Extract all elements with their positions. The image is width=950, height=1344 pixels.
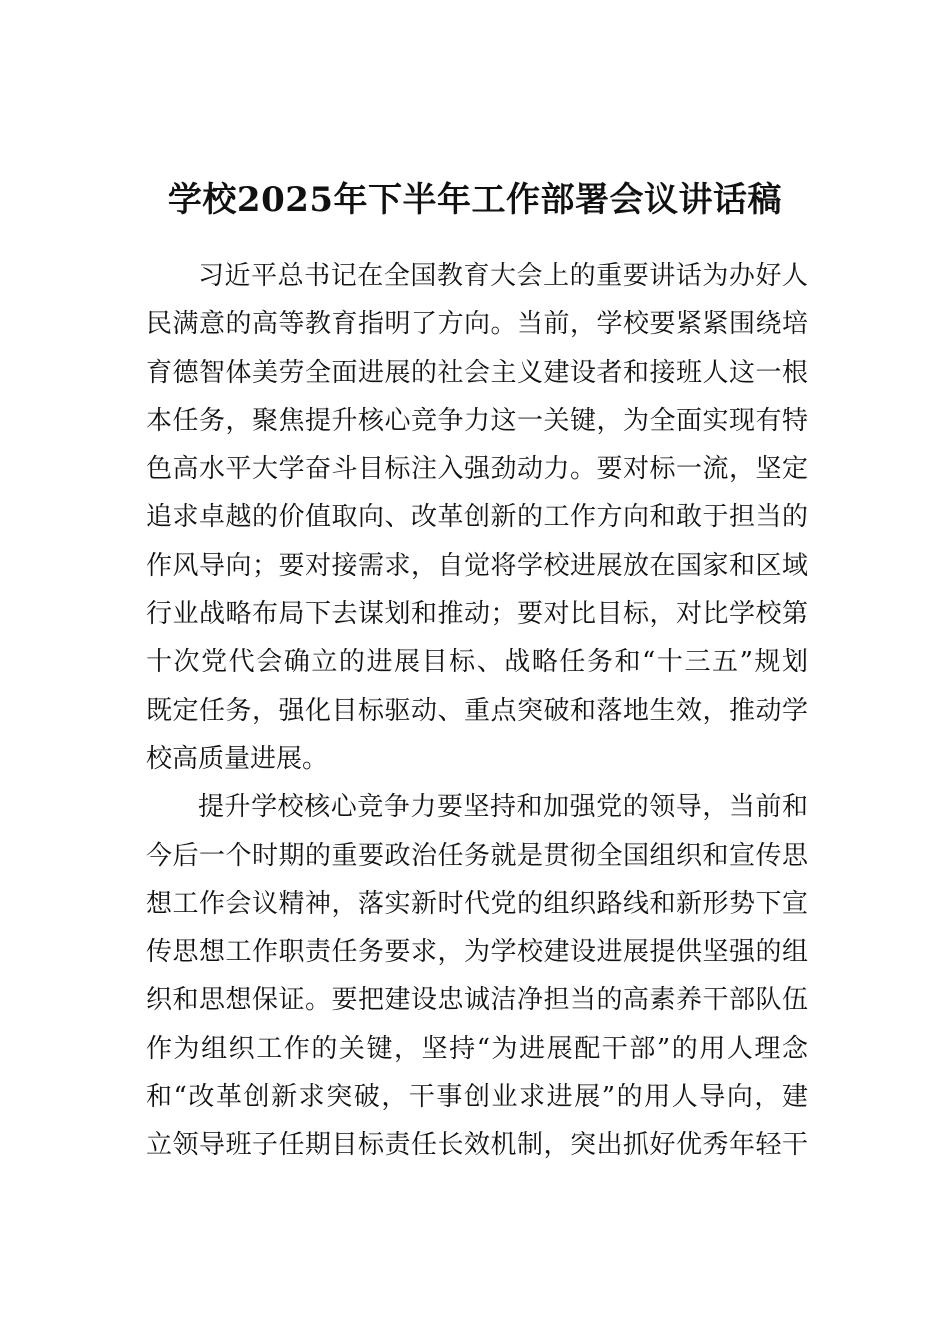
paragraph-1-line-10: 既定任务，强化目标驱动、重点突破和落地生效，推动学 — [146, 695, 808, 726]
paragraph-2-line-7: 和“改革创新求突破，干事创业求进展”的用人导向，建 — [146, 1082, 808, 1113]
paragraph-2-line-5: 织和思想保证。要把建设忠诚洁净担当的高素养干部队伍 — [146, 985, 808, 1016]
document-title: 学校2025年下半年工作部署会议讲话稿 — [167, 180, 783, 220]
paragraph-1-line-3: 育德智体美劳全面进展的社会主义建设者和接班人这一根 — [146, 357, 808, 388]
paragraph-1-line-5: 色高水平大学奋斗目标注入强劲动力。要对标一流，坚定 — [146, 454, 808, 485]
paragraph-2-line-6: 作为组织工作的关键，坚持“为进展配干部”的用人理念 — [146, 1033, 808, 1064]
paragraph-2-line-8: 立领导班子任期目标责任长效机制，突出抓好优秀年轻干 — [146, 1130, 808, 1161]
document-body — [146, 252, 808, 1170]
paragraph-1-line-7: 作风导向；要对接需求，自觉将学校进展放在国家和区域 — [146, 550, 808, 581]
paragraph-2-line-1: 提升学校核心竞争力要坚持和加强党的领导，当前和 — [198, 792, 808, 823]
paragraph-1-line-11: 校高质量进展。 — [146, 743, 329, 774]
paragraph-1-line-6: 追求卓越的价值取向、改革创新的工作方向和敢于担当的 — [146, 502, 808, 533]
paragraph-2-line-4: 传思想工作职责任务要求，为学校建设进展提供坚强的组 — [146, 937, 808, 968]
paragraph-2-line-3: 想工作会议精神，落实新时代党的组织路线和新形势下宣 — [146, 888, 808, 919]
paragraph-1-line-9: 十次党代会确立的进展目标、战略任务和“十三五”规划 — [146, 647, 808, 678]
paragraph-1-line-8: 行业战略布局下去谋划和推动；要对比目标，对比学校第 — [146, 599, 808, 630]
paragraph-1-line-4: 本任务，聚焦提升核心竞争力这一关键，为全面实现有特 — [146, 405, 808, 436]
paragraph-1-line-1: 习近平总书记在全国教育大会上的重要讲话为办好人 — [198, 261, 808, 291]
paragraph-2-line-2: 今后一个时期的重要政治任务就是贯彻全国组织和宣传思 — [146, 840, 808, 871]
paragraph-1-line-2: 民满意的高等教育指明了方向。当前，学校要紧紧围绕培 — [146, 309, 808, 340]
